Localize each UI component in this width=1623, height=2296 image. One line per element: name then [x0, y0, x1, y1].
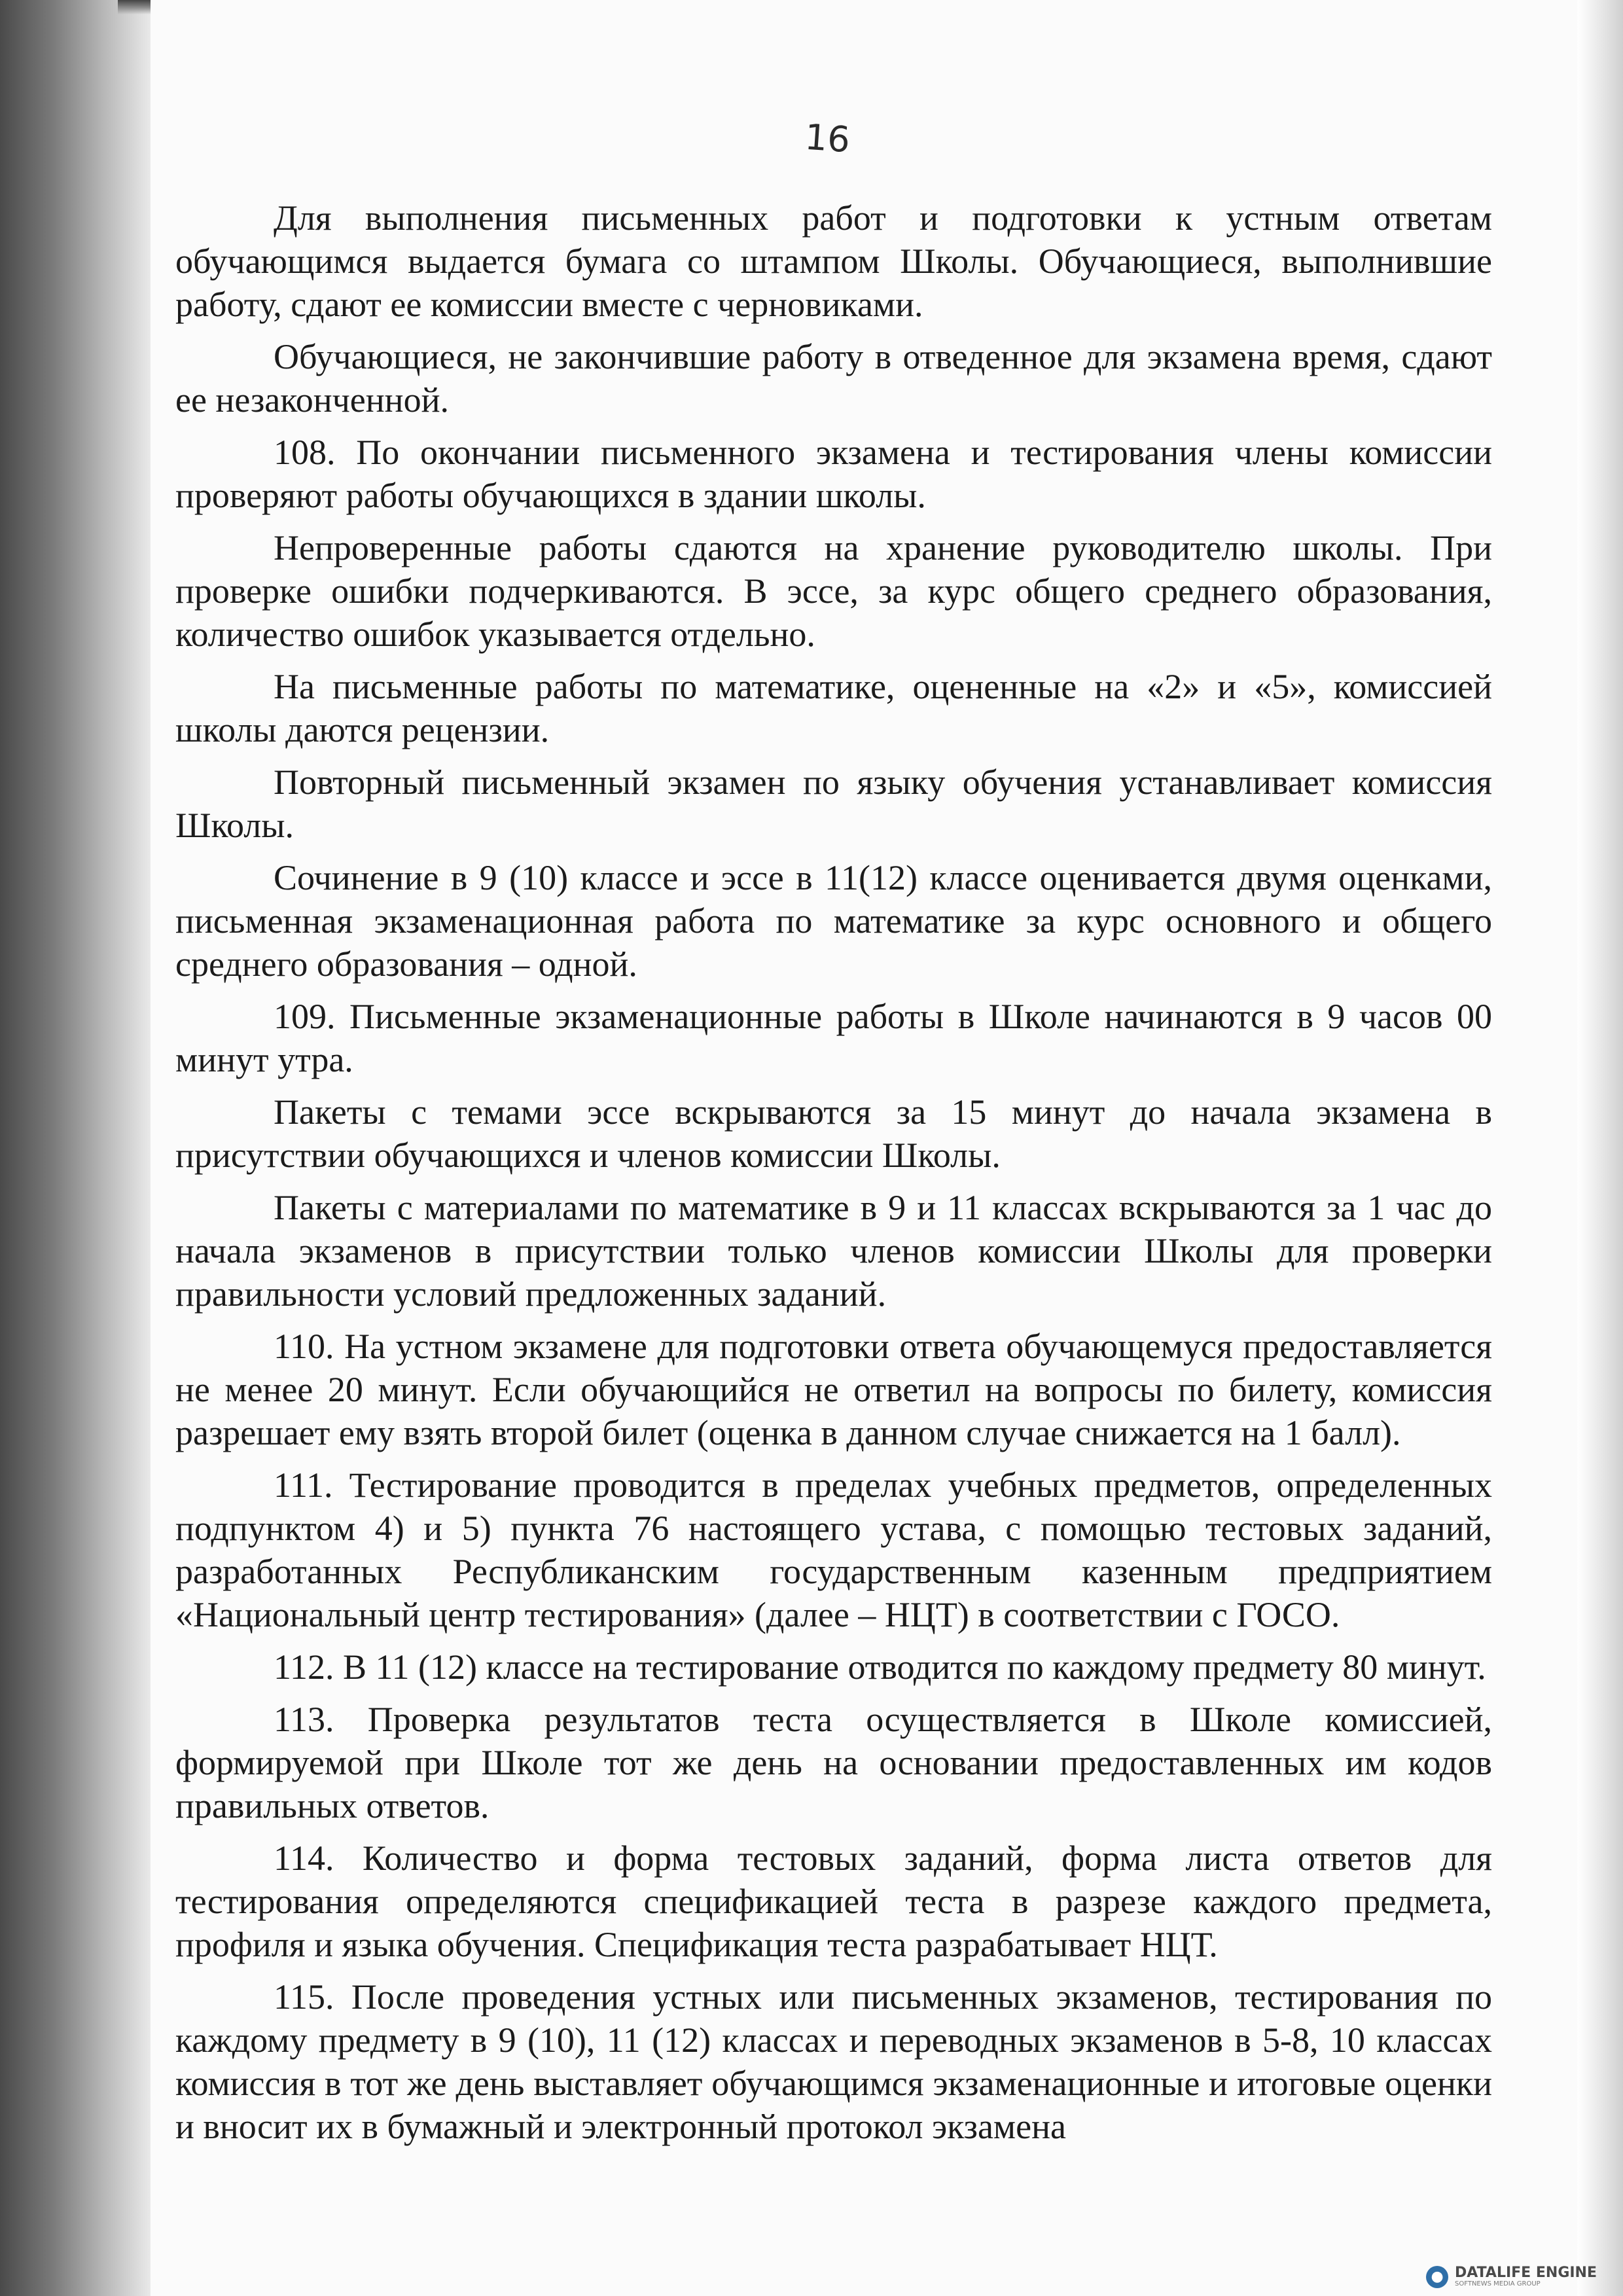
paragraph: 112. В 11 (12) классе на тестирование отводится по каждому предмету 80 минут.	[274, 1647, 1486, 1687]
watermark-text	[1455, 2266, 1597, 2288]
paragraph: Сочинение в 9 (10) классе и эссе в 11(12) классе оценивается двумя оценками, письменная экзаменационная работа по математике за курс основного и общего среднего образования – одной.	[175, 858, 1492, 984]
watermark-title: DATALIFE ENGINE	[1455, 2265, 1597, 2281]
watermark-logo	[1426, 2266, 1597, 2288]
paragraph: Обучающиеся, не закончившие работу в отведенное для экзамена время, сдают ее незаконченной.	[175, 337, 1492, 420]
watermark-subtitle: SOFTNEWS MEDIA GROUP	[1455, 2280, 1541, 2287]
document-body	[175, 196, 1492, 2157]
paragraph: 114. Количество и форма тестовых заданий, форма листа ответов для тестирования определяются спецификацией теста в разрезе каждого предмета, профиля и языка обучения. Спецификация теста разрабатывает НЦТ.	[175, 1839, 1492, 1964]
paragraph: Пакеты с темами эссе вскрываются за 15 минут до начала экзамена в присутствии обучающихся и членов комиссии Школы.	[175, 1092, 1492, 1175]
scan-shadow-left	[0, 0, 151, 2296]
scan-shadow-right	[1577, 0, 1623, 2296]
paragraph: Повторный письменный экзамен по языку обучения устанавливает комиссия Школы.	[175, 762, 1492, 845]
paragraph: Пакеты с материалами по математике в 9 и 11 классах вскрываются за 1 час до начала экзаменов в присутствии только членов комиссии Школы для проверки правильности условий предложенных заданий.	[175, 1188, 1492, 1314]
paragraph: 115. После проведения устных или письменных экзаменов, тестирования по каждому предмету в 9 (10), 11 (12) классах и переводных экзаменов в 5-8, 10 классах комиссия в тот же день выставляет обучающимся экзаменационные и итоговые оценки и вносит их в бумажный и электронный протокол экзамена	[175, 1977, 1492, 2146]
paragraph: Непроверенные работы сдаются на хранение руководителю школы. При проверке ошибки подчеркиваются. В эссе, за курс общего среднего образования, количество ошибок указывается отдельно.	[175, 528, 1492, 654]
datalife-engine-logo-icon: ●	[1426, 2266, 1448, 2288]
paragraph: 113. Проверка результатов теста осуществляется в Школе комиссией, формируемой при Школе тот же день на основании предоставленных им кодов правильных ответов.	[175, 1700, 1492, 1825]
paragraph: 111. Тестирование проводится в пределах учебных предметов, определенных подпунктом 4) и 5) пункта 76 настоящего устава, с помощью тестовых заданий, разработанных Республиканским государственным казенным предприятием «Национальный центр тестирования» (далее – НЦТ) в соответствии с ГОСО.	[175, 1465, 1492, 1634]
paragraph: Для выполнения письменных работ и подготовки к устным ответам обучающимся выдается бумага со штампом Школы. Обучающиеся, выполнившие работу, сдают ее комиссии вместе с черновиками.	[175, 198, 1492, 324]
paragraph: 109. Письменные экзаменационные работы в Школе начинаются в 9 часов 00 минут утра.	[175, 997, 1492, 1079]
page-number: 16	[803, 116, 851, 161]
paragraph: 108. По окончании письменного экзамена и тестирования члены комиссии проверяют работы обучающихся в здании школы.	[175, 433, 1492, 515]
paragraph: 110. На устном экзамене для подготовки ответа обучающемуся предоставляется не менее 20 минут. Если обучающийся не ответил на вопросы по билету, комиссия разрешает ему взять второй билет (оценка в данном случае снижается на 1 балл).	[175, 1327, 1492, 1452]
paragraph: На письменные работы по математике, оцененные на «2» и «5», комиссией школы даются рецензии.	[175, 667, 1492, 749]
